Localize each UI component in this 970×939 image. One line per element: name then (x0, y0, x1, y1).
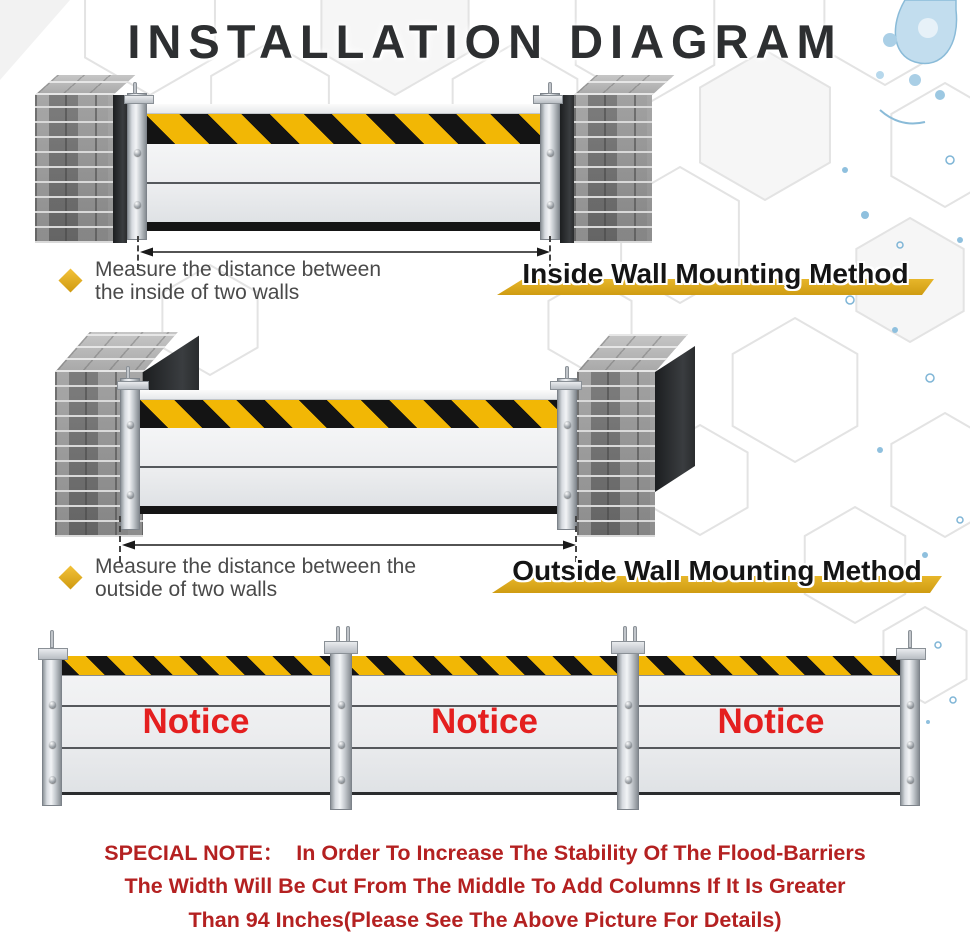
screw-icon (625, 741, 632, 748)
post-cap (611, 641, 645, 654)
notice-label: Notice (431, 702, 538, 741)
screw-icon (49, 776, 56, 783)
screw-icon (338, 776, 345, 783)
screw-icon (907, 741, 914, 748)
post-cap (896, 648, 926, 660)
screw-icon (49, 701, 56, 708)
notice-label: Notice (142, 702, 250, 741)
barrier-post (330, 644, 352, 810)
screw-icon (49, 741, 56, 748)
special-note-line3: Than 94 Inches(Please See The Above Picture For Details) (188, 908, 782, 932)
screw-icon (338, 701, 345, 708)
post-cap (38, 648, 68, 660)
post-pin (50, 630, 54, 648)
barrier-post (900, 648, 920, 806)
page-title: INSTALLATION DIAGRAM (127, 15, 843, 68)
inside-caption-line2: the inside of two walls (95, 281, 300, 304)
screw-icon (625, 776, 632, 783)
notice-label: Notice (717, 702, 825, 741)
barrier-post (617, 644, 639, 810)
outside-caption-line2: outside of two walls (95, 578, 278, 601)
panel-divider (58, 747, 910, 749)
special-note-line1: SPECIAL NOTE： In Order To Increase The Stability Of The Flood-Barriers (104, 841, 866, 865)
inside-caption-line1: Measure the distance between (95, 258, 382, 281)
panel-divider (58, 675, 910, 676)
screw-icon (907, 701, 914, 708)
post-pin (908, 630, 912, 648)
barrier-post (42, 648, 62, 806)
outside-method-label: Outside Wall Mounting Method (512, 555, 922, 586)
screw-icon (338, 741, 345, 748)
barrier-base-strip (58, 792, 910, 795)
inside-method-label: Inside Wall Mounting Method (522, 258, 909, 289)
special-note-line2: The Width Will Be Cut From The Middle To Add Columns If It Is Greater (124, 874, 846, 898)
post-cap (324, 641, 358, 654)
screw-icon (907, 776, 914, 783)
hazard-stripe (58, 656, 910, 675)
outside-caption-line1: Measure the distance between the (95, 555, 417, 578)
screw-icon (625, 701, 632, 708)
